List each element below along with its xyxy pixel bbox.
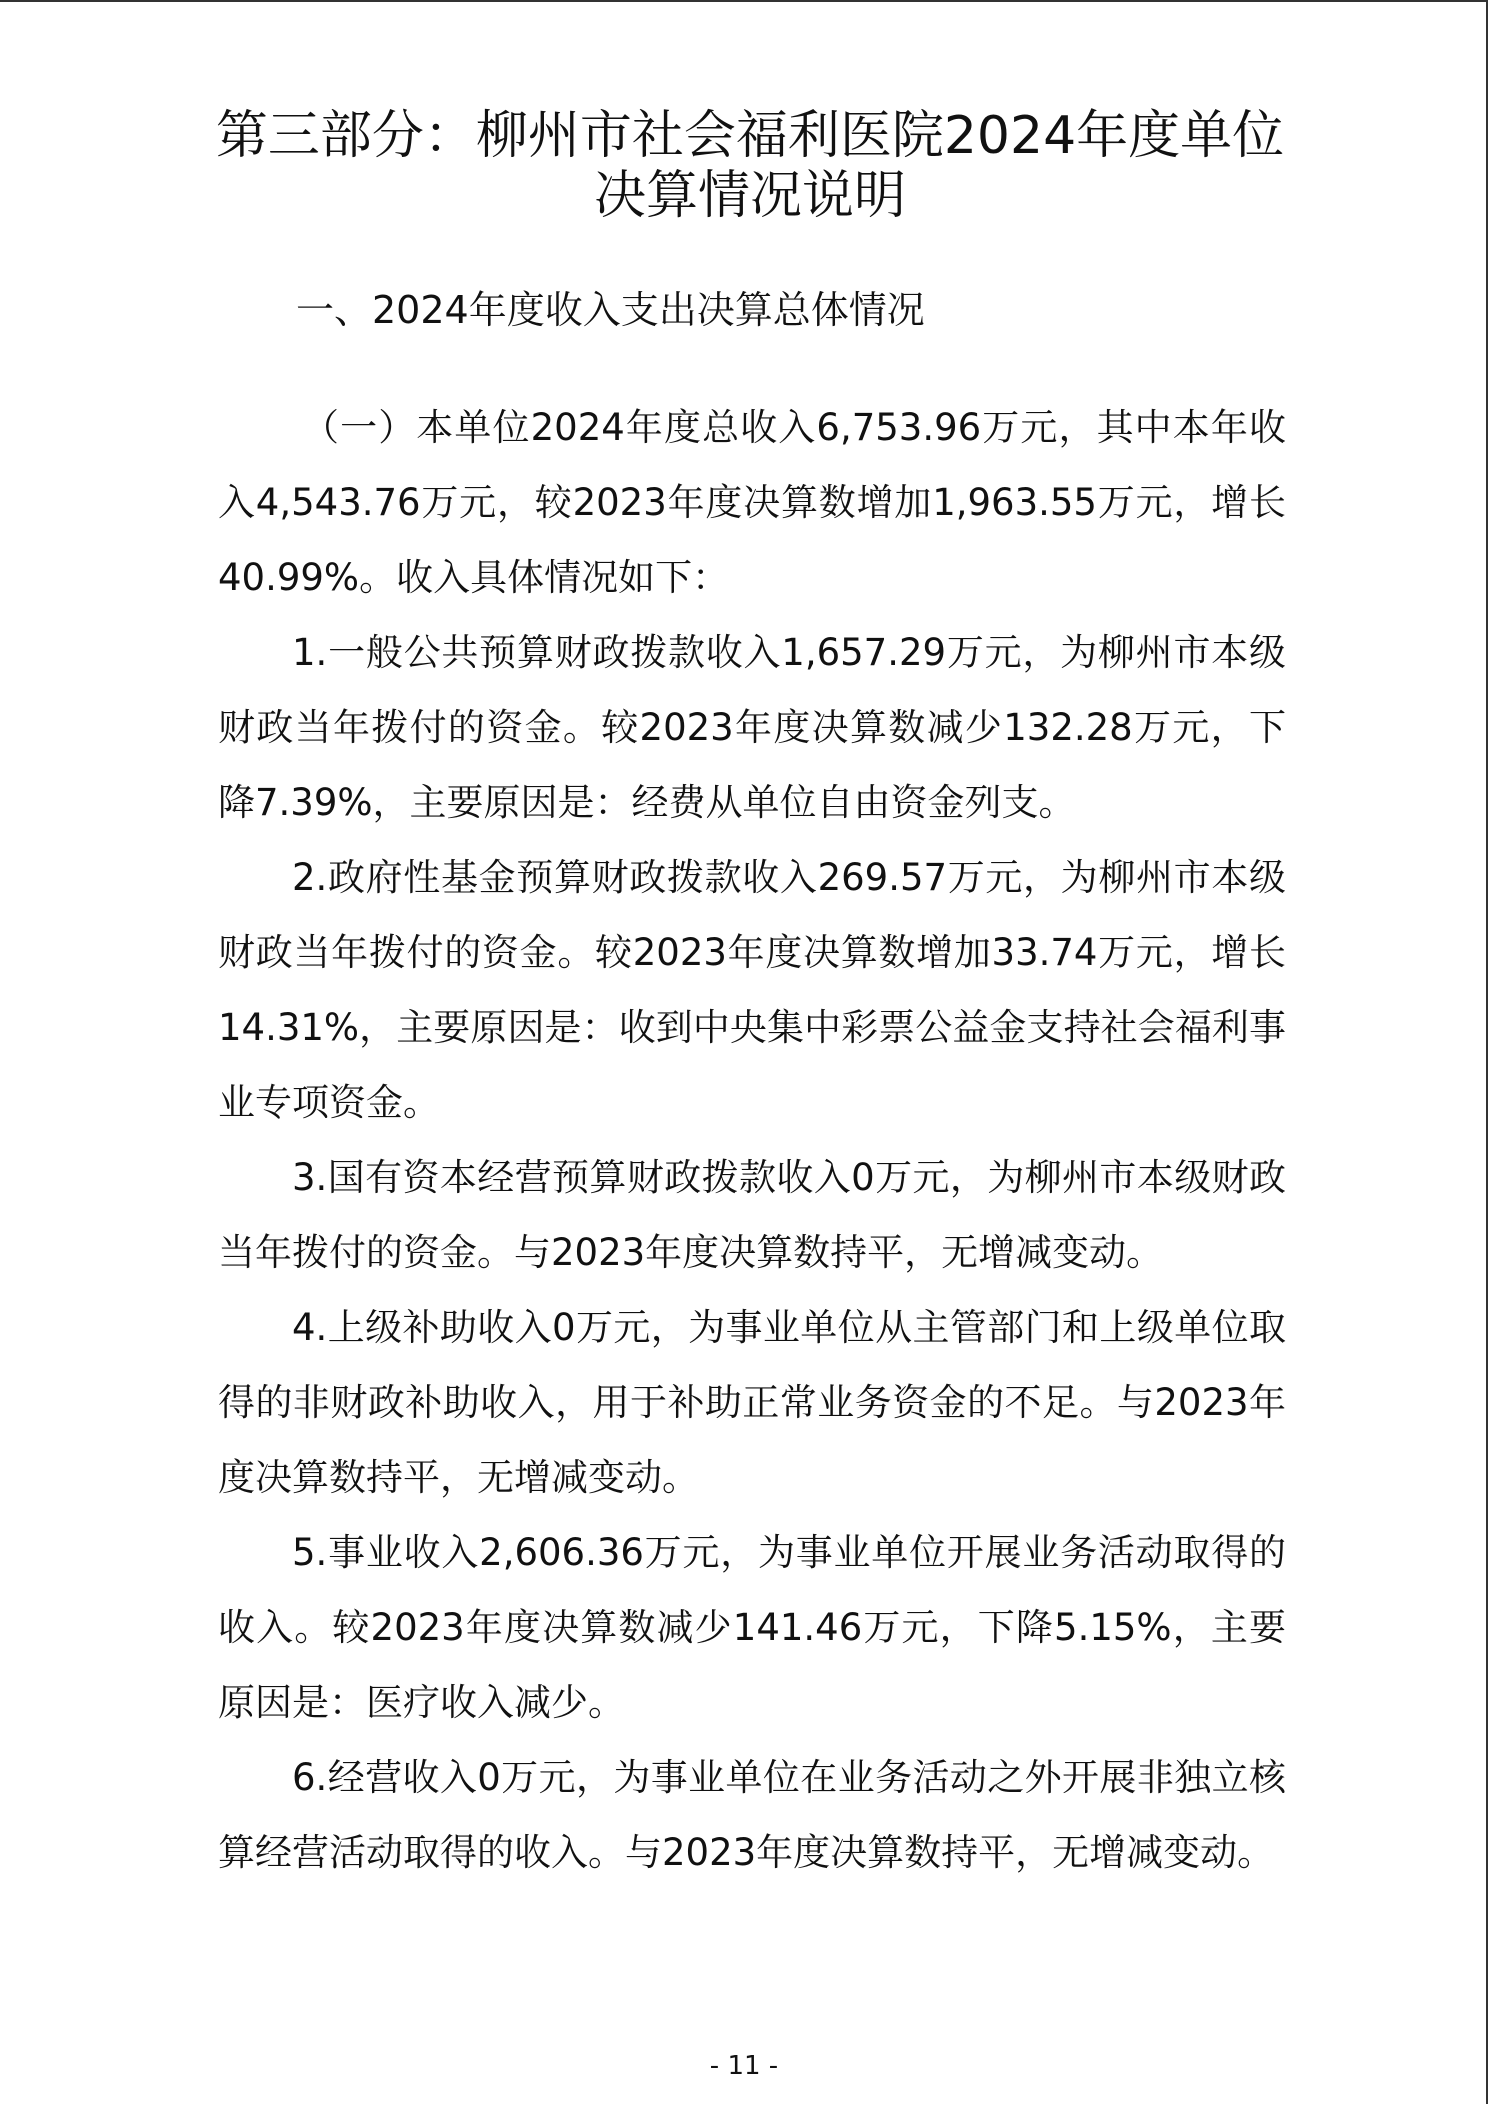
paragraph-government-fund: 2.政府性基金预算财政拨款收入269.57万元，为柳州市本级财政当年拨付的资金。较2023年度决算数增加33.74万元，增长14.31%，主要原因是：收到中央集中彩票公益金支持社会福利事业专项资金。 [218,856,1286,1124]
page-title: 第三部分：柳州市社会福利医院2024年度单位决算情况说明 [215,106,1285,226]
paragraph-state-capital: 3.国有资本经营预算财政拨款收入0万元，为柳州市本级财政当年拨付的资金。与2023年度决算数持平，无增减变动。 [218,1156,1286,1274]
paragraph-business-income: 5.事业收入2,606.36万元，为事业单位开展业务活动取得的收入。较2023年度决算数减少141.46万元，下降5.15%，主要原因是：医疗收入减少。 [218,1531,1286,1724]
paragraph-operating-income: 6.经营收入0万元，为事业单位在业务活动之外开展非独立核算经营活动取得的收入。与2023年度决算数持平，无增减变动。 [218,1756,1286,1874]
paragraph-superior-subsidy: 4.上级补助收入0万元，为事业单位从主管部门和上级单位取得的非财政补助收入，用于补助正常业务资金的不足。与2023年度决算数持平，无增减变动。 [218,1306,1286,1499]
page-number: - 11 - [709,2051,779,2081]
paragraph-general-budget: 1.一般公共预算财政拨款收入1,657.29万元，为柳州市本级财政当年拨付的资金。较2023年度决算数减少132.28万元，下降7.39%，主要原因是：经费从单位自由资金列支。 [218,631,1286,824]
document-body [218,390,1286,1890]
section-heading: 一、2024年度收入支出决算总体情况 [296,288,925,332]
paragraph-total-income: （一）本单位2024年度总收入6,753.96万元，其中本年收入4,543.76万元，较2023年度决算数增加1,963.55万元，增长40.99%。收入具体情况如下： [218,406,1286,599]
